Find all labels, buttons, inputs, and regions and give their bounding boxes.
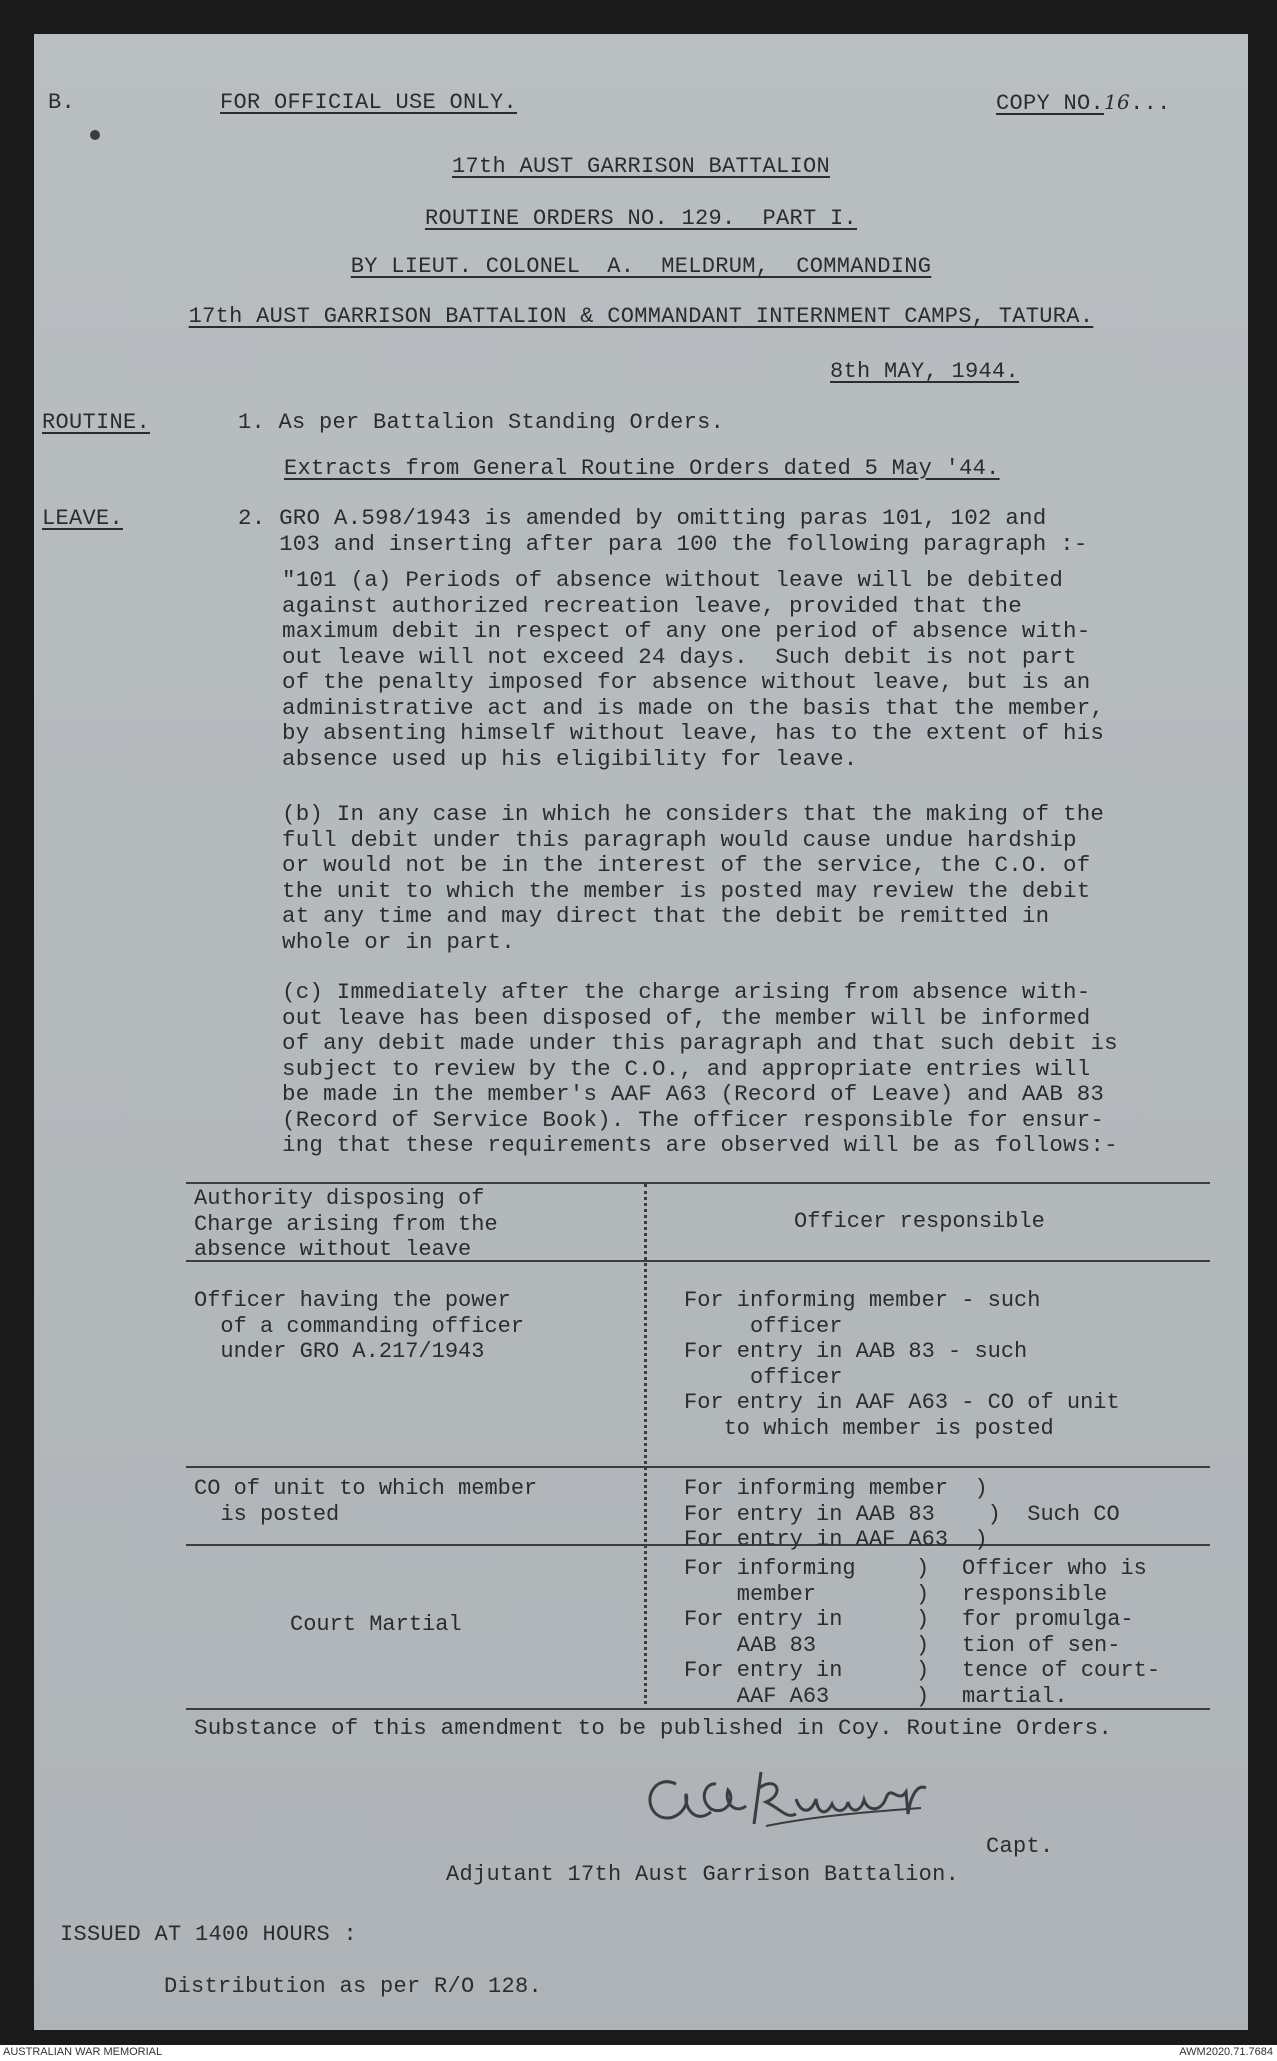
unit-heading: 17th AUST GARRISON BATTALION [451,154,831,179]
leave-margin-label: LEAVE. [42,506,124,531]
archive-reference: AWM2020.71.7684 [1179,2046,1273,2058]
routine-margin-label: ROUTINE. [42,410,151,435]
document-sheet [34,34,1248,2030]
row2-responsible: For informing member ) For entry in AAB 83 ) Such CO For entry in AAF A63 ) [684,1476,1120,1552]
paragraph-101b: (b) In any case in which he considers that the making of the full debit under this paragraph would cause undue hardship or would not be in the interest of the service, the C.O. of the unit to which the member is posted may review the debit at any time and may direct that the debit be remitted in whole or in part. [282,801,1105,955]
classification-heading: FOR OFFICIAL USE ONLY. [220,90,518,115]
punch-hole-mark [90,130,100,140]
table-row-rule [186,1466,1210,1468]
signatory-appointment: Adjutant 17th Aust Garrison Battalion. [446,1862,960,1887]
extracts-heading: Extracts from General Routine Orders dated 5 May '44. [284,456,1000,481]
commanding-officer-line: BY LIEUT. COLONEL A. MELDRUM, COMMANDING [350,254,932,279]
row3-responsible-left: For informing member For entry in AAB 83 For entry in AAF A63 [684,1556,856,1709]
handwritten-signature [636,1754,966,1844]
paragraph-101c: (c) Immediately after the charge arising from absence with- out leave has been disposed of, the member will be informed of any debit made under this paragraph and that such debit is subject to review by the C.O., and appropriate entries will be made in the member's AAF A63 (Record of Leave) and AAB 83 (Record of Service Book). The officer responsible for ensur- ing that these requirements are observed will be as follows:- [282,979,1118,1158]
row1-authority: Officer having the power of a commanding officer under GRO A.217/1943 [194,1288,525,1364]
row2-authority: CO of unit to which member is posted [194,1476,538,1527]
distribution-note: Distribution as per R/O 128. [164,1974,543,1999]
row3-responsible-right: Officer who is responsible for promulga- tion of sen- tence of court- martial. [962,1556,1161,1709]
issued-time: ISSUED AT 1400 HOURS : [60,1922,358,1947]
signatory-rank: Capt. [986,1834,1054,1859]
row3-authority: Court Martial [290,1612,462,1637]
copy-number: 16 [1104,90,1131,114]
table-column-divider [644,1184,651,1704]
archive-institution: AUSTRALIAN WAR MEMORIAL [3,2046,163,2058]
command-line: 17th AUST GARRISON BATTALION & COMMANDANT INTERNMENT CAMPS, TATURA. [188,304,1094,329]
leave-amendment-intro: 2. GRO A.598/1943 is amended by omitting paras 101, 102 and 103 and inserting after para 100 the following paragraph :- [238,505,1088,557]
table-header-authority: Authority disposing of Charge arising from the absence without leave [194,1186,498,1262]
paragraph-101a: "101 (a) Periods of absence without leave will be debited against authorized recreation leave, provided that the maximum debit in respect of any one period of absence with- out leave will not exceed 24 days. Such debit is not part of the penalty imposed for absence without leave, but is an administrative act and is made on the basis that the member, by absenting himself without leave, has to the extent of his absence used up his eligibility for leave. [282,567,1105,772]
copy-number-field: COPY NO.16... [996,90,1171,116]
table-header-officer: Officer responsible [794,1209,1045,1234]
series-letter: B. [48,90,76,115]
publication-note: Substance of this amendment to be published in Coy. Routine Orders. [194,1715,1113,1741]
orders-title: ROUTINE ORDERS NO. 129. PART I. [424,206,858,231]
row3-brackets: ) ) ) ) ) ) [916,1556,930,1709]
archive-footer [0,2045,1277,2061]
routine-item: 1. As per Battalion Standing Orders. [238,410,725,435]
order-date: 8th MAY, 1944. [830,359,1020,384]
copy-label: COPY NO. [996,91,1105,116]
table-top-rule [186,1182,1210,1184]
row1-responsible: For informing member - such officer For entry in AAB 83 - such officer For entry in AAF A63 - CO of unit to which member is posted [684,1288,1120,1441]
